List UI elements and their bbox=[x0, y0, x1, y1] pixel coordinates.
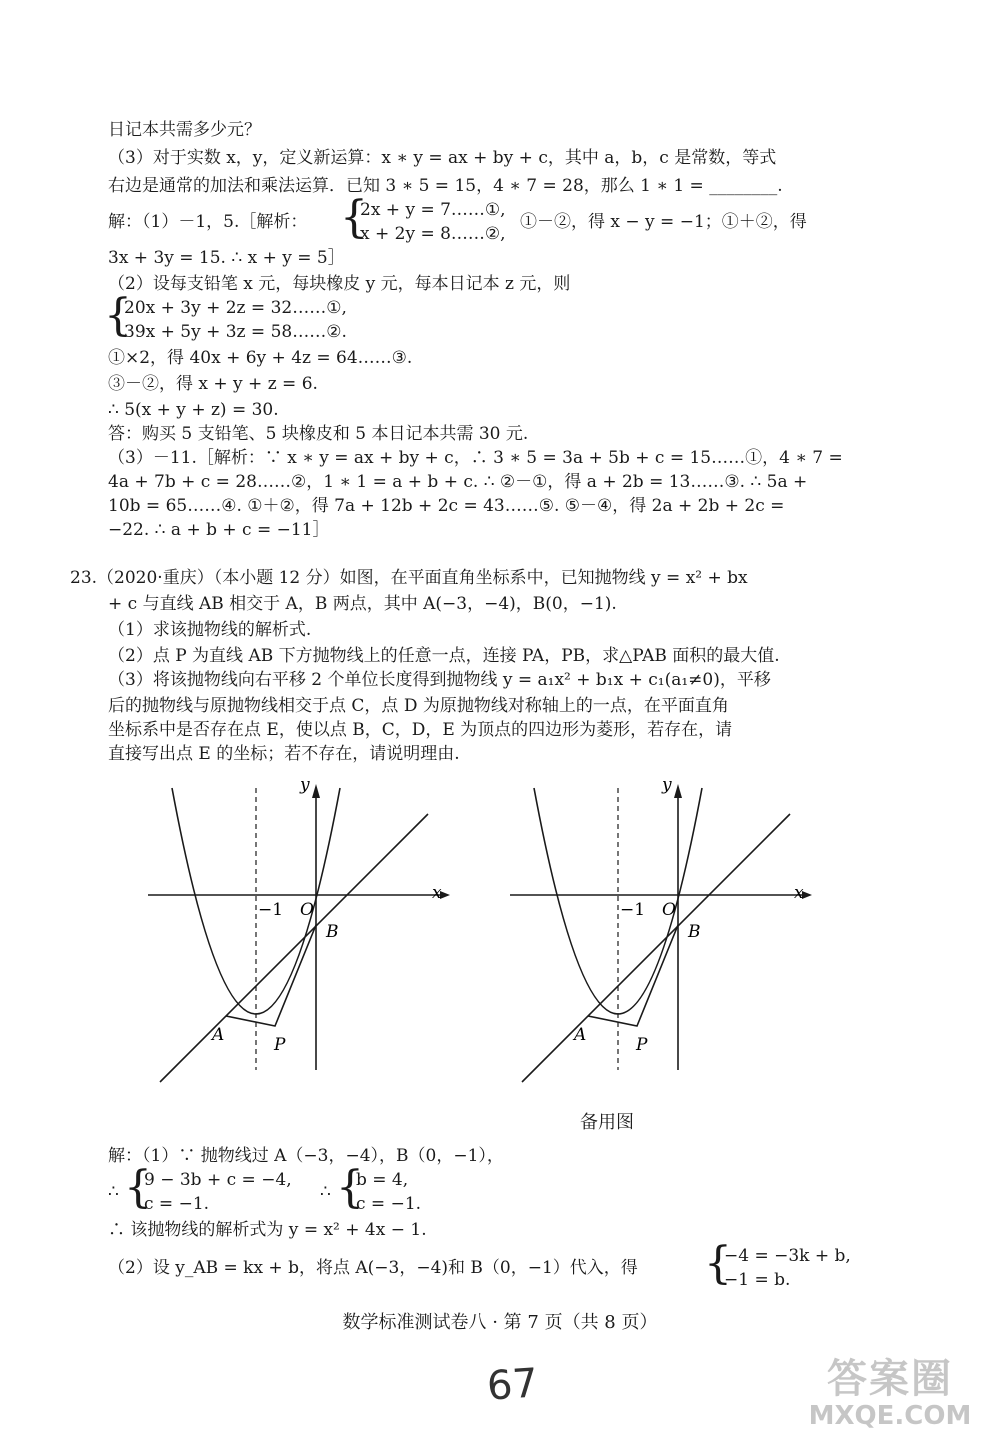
text-line: （3）对于实数 x，y，定义新运算：x ∗ y = ax + by + c，其中 a，b，c 是常数，等式 bbox=[108, 148, 777, 168]
origin-label: O bbox=[300, 900, 314, 920]
line-ab bbox=[522, 814, 790, 1082]
figure-caption: 备用图 bbox=[580, 1112, 634, 1133]
line-ab bbox=[160, 814, 428, 1082]
text-line: （2）设每支铅笔 x 元，每块橡皮 y 元，每本日记本 z 元，则 bbox=[108, 274, 571, 294]
text-line: −22. ∴ a + b + c = −11］ bbox=[108, 520, 330, 540]
brace: { bbox=[104, 290, 132, 341]
text-line: 答：购买 5 支铅笔、5 块橡皮和 5 本日记本共需 30 元. bbox=[108, 424, 529, 444]
spare-parabola-figure bbox=[502, 770, 822, 1090]
tick-label: −1 bbox=[258, 900, 284, 920]
text-line: 直接写出点 E 的坐标；若不存在，请说明理由. bbox=[108, 744, 460, 764]
brace: { bbox=[340, 192, 368, 243]
text-line: ①×2，得 40x + 6y + 4z = 64……③. bbox=[108, 348, 413, 368]
point-a-label: A bbox=[212, 1025, 225, 1045]
page-footer: 数学标准测试卷八 · 第 7 页（共 8 页） bbox=[342, 1312, 658, 1333]
origin-label: O bbox=[662, 900, 676, 920]
point-b-label: B bbox=[326, 922, 339, 942]
point-p-label: P bbox=[274, 1035, 286, 1055]
watermark-url: MXQE.COM bbox=[808, 1401, 972, 1431]
text-line: 坐标系中是否存在点 E，使以点 B，C，D，E 为顶点的四边形为菱形，若存在，请 bbox=[108, 720, 733, 740]
equation: 9 − 3b + c = −4, bbox=[144, 1170, 292, 1190]
text-line: （1）求该抛物线的解析式. bbox=[108, 620, 312, 640]
equation: c = −1. bbox=[144, 1194, 210, 1214]
equation: −1 = b. bbox=[724, 1270, 791, 1290]
text: （2）设 y_AB = kx + b，将点 A(−3，−4)和 B（0，−1）代入，得 bbox=[108, 1258, 638, 1278]
text-line: 4a + 7b + c = 28……②，1 ∗ 1 = a + b + c. ∴ ②－①，得 a + 2b = 13……③. ∴ 5a + bbox=[108, 472, 808, 492]
equation: 39x + 5y + 3z = 58……②. bbox=[124, 322, 347, 342]
text-line: + c 与直线 AB 相交于 A，B 两点，其中 A(−3，−4)，B(0，−1). bbox=[108, 594, 617, 614]
text-line: （3）将该抛物线向右平移 2 个单位长度得到抛物线 y = a₁x² + b₁x + c₁(a₁≠0)，平移 bbox=[108, 670, 771, 690]
text-line: ③－②，得 x + y + z = 6. bbox=[108, 374, 318, 394]
y-axis-arrow bbox=[674, 784, 682, 798]
text-line: （3）－11.［解析：∵ x ∗ y = ax + by + c，∴ 3 ∗ 5 = 3a + 5b + c = 15……①，4 ∗ 7 = bbox=[108, 448, 843, 468]
tick-label: −1 bbox=[620, 900, 646, 920]
watermark bbox=[790, 1357, 990, 1432]
text-line: ∴ 该抛物线的解析式为 y = x² + 4x − 1. bbox=[108, 1220, 427, 1240]
equation: 2x + y = 7……①, bbox=[360, 200, 506, 220]
question-23-title: 23.（2020·重庆）（本小题 12 分）如图，在平面直角坐标系中，已知抛物线 y = x² + bx bbox=[70, 568, 748, 588]
watermark-logo: 答案圈 bbox=[827, 1356, 953, 1402]
y-label: y bbox=[662, 775, 672, 795]
y-label: y bbox=[300, 775, 310, 795]
point-b-label: B bbox=[688, 922, 701, 942]
text-line: 右边是通常的加法和乘法运算．已知 3 ∗ 5 = 15，4 ∗ 7 = 28，那么 1 ∗ 1 = ________. bbox=[108, 176, 783, 196]
equation: 20x + 3y + 2z = 32……①, bbox=[124, 298, 347, 318]
brace: { bbox=[704, 1238, 732, 1289]
text: ①－②，得 x − y = −1；①＋②，得 bbox=[520, 212, 807, 232]
parabola-figure bbox=[140, 770, 460, 1090]
therefore: ∴ bbox=[108, 1182, 119, 1202]
x-label: x bbox=[432, 883, 442, 903]
point-a-label: A bbox=[574, 1025, 587, 1045]
equation: x + 2y = 8……②, bbox=[360, 224, 506, 244]
text-line: 日记本共需多少元？ bbox=[108, 120, 261, 140]
point-p-label: P bbox=[636, 1035, 648, 1055]
equation: −4 = −3k + b, bbox=[724, 1246, 851, 1266]
text: 解：（1）－1，5.［解析： bbox=[108, 212, 308, 232]
brace: { bbox=[336, 1162, 364, 1213]
y-axis-arrow bbox=[312, 784, 320, 798]
text-line: （2）点 P 为直线 AB 下方抛物线上的任意一点，连接 PA，PB，求△PAB 面积的最大值. bbox=[108, 646, 780, 666]
text-line: ∴ 5(x + y + z) = 30. bbox=[108, 400, 279, 420]
therefore: ∴ bbox=[320, 1182, 331, 1202]
equation: c = −1. bbox=[356, 1194, 422, 1214]
brace: { bbox=[124, 1162, 152, 1213]
handwritten-page-number: 67 bbox=[485, 1360, 540, 1410]
text-line: 解：（1）∵ 抛物线过 A（−3，−4），B（0，−1）， bbox=[108, 1146, 504, 1166]
x-label: x bbox=[794, 883, 804, 903]
text-line: 3x + 3y = 15. ∴ x + y = 5］ bbox=[108, 248, 345, 268]
text-line: 后的抛物线与原抛物线相交于点 C，点 D 为原抛物线对称轴上的一点，在平面直角 bbox=[108, 696, 729, 716]
equation: b = 4, bbox=[356, 1170, 409, 1190]
text-line: 10b = 65……④. ①＋②，得 7a + 12b + 2c = 43……⑤. ⑤－④，得 2a + 2b + 2c = bbox=[108, 496, 785, 516]
